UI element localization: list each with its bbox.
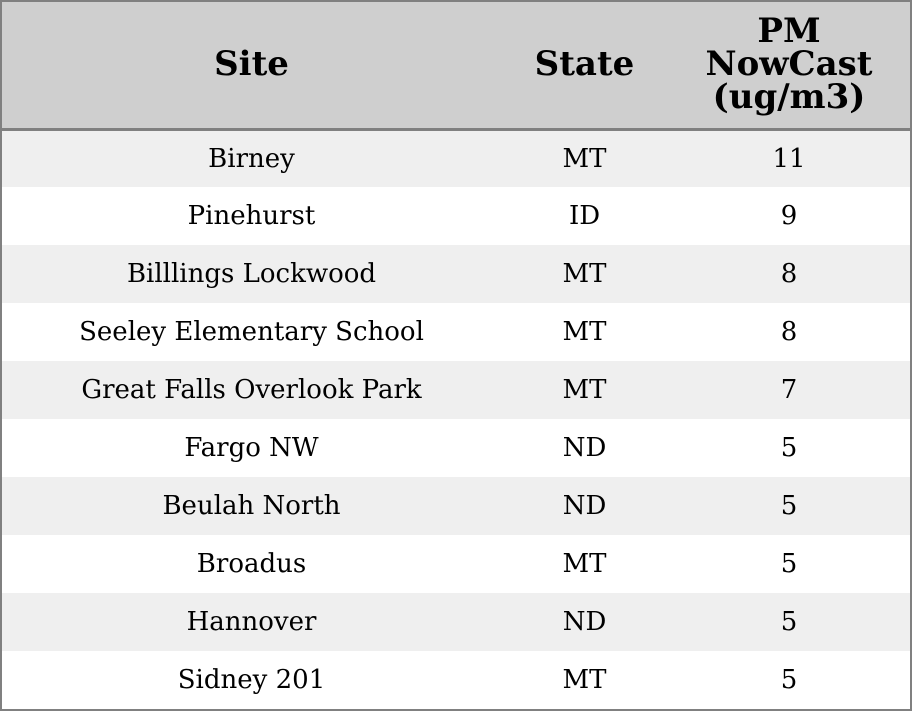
state-cell: ID bbox=[568, 201, 601, 231]
column-header-pm-nowcast: PM NowCast (ug/m3) bbox=[668, 2, 910, 129]
state-cell: MT bbox=[562, 549, 607, 579]
table-row bbox=[2, 593, 910, 651]
table-row bbox=[2, 535, 910, 593]
pm-value-cell: 5 bbox=[780, 665, 798, 695]
pm-value-cell: 8 bbox=[780, 259, 798, 289]
pm-value-cell: 7 bbox=[780, 375, 798, 405]
table-row bbox=[2, 187, 910, 245]
table-row bbox=[2, 361, 910, 419]
site-cell: Billlings Lockwood bbox=[126, 259, 377, 289]
pm-nowcast-table bbox=[2, 2, 910, 709]
state-cell: MT bbox=[562, 143, 607, 174]
column-header-state: State bbox=[501, 2, 668, 129]
pm-value-cell: 11 bbox=[772, 143, 806, 174]
table-body bbox=[2, 129, 910, 709]
pm-value-cell: 9 bbox=[780, 201, 798, 231]
state-cell: MT bbox=[562, 375, 607, 405]
table-row bbox=[2, 129, 910, 187]
pm-value-cell: 5 bbox=[780, 549, 798, 579]
state-cell: MT bbox=[562, 259, 607, 289]
state-cell: ND bbox=[562, 433, 607, 463]
pm-value-cell: 5 bbox=[780, 491, 798, 521]
site-cell: Hannover bbox=[186, 607, 317, 637]
header-row bbox=[2, 2, 910, 129]
table-row bbox=[2, 419, 910, 477]
pm-value-cell: 5 bbox=[780, 433, 798, 463]
site-cell: Great Falls Overlook Park bbox=[81, 375, 422, 405]
site-cell: Sidney 201 bbox=[177, 665, 326, 695]
table-row bbox=[2, 303, 910, 361]
table-header bbox=[2, 2, 910, 129]
table-row bbox=[2, 245, 910, 303]
pm-value-cell: 5 bbox=[780, 607, 798, 637]
column-header-site: Site bbox=[2, 2, 501, 129]
site-cell: Pinehurst bbox=[187, 201, 316, 231]
site-cell: Seeley Elementary School bbox=[79, 317, 424, 347]
state-cell: MT bbox=[562, 665, 607, 695]
state-cell: ND bbox=[562, 491, 607, 521]
state-cell: MT bbox=[562, 317, 607, 347]
table-row bbox=[2, 477, 910, 535]
site-cell: Birney bbox=[208, 143, 295, 174]
site-cell: Fargo NW bbox=[184, 433, 319, 463]
table-row bbox=[2, 651, 910, 709]
site-cell: Broadus bbox=[196, 549, 307, 579]
site-cell: Beulah North bbox=[162, 491, 341, 521]
state-cell: ND bbox=[562, 607, 607, 637]
pm-value-cell: 8 bbox=[780, 317, 798, 347]
